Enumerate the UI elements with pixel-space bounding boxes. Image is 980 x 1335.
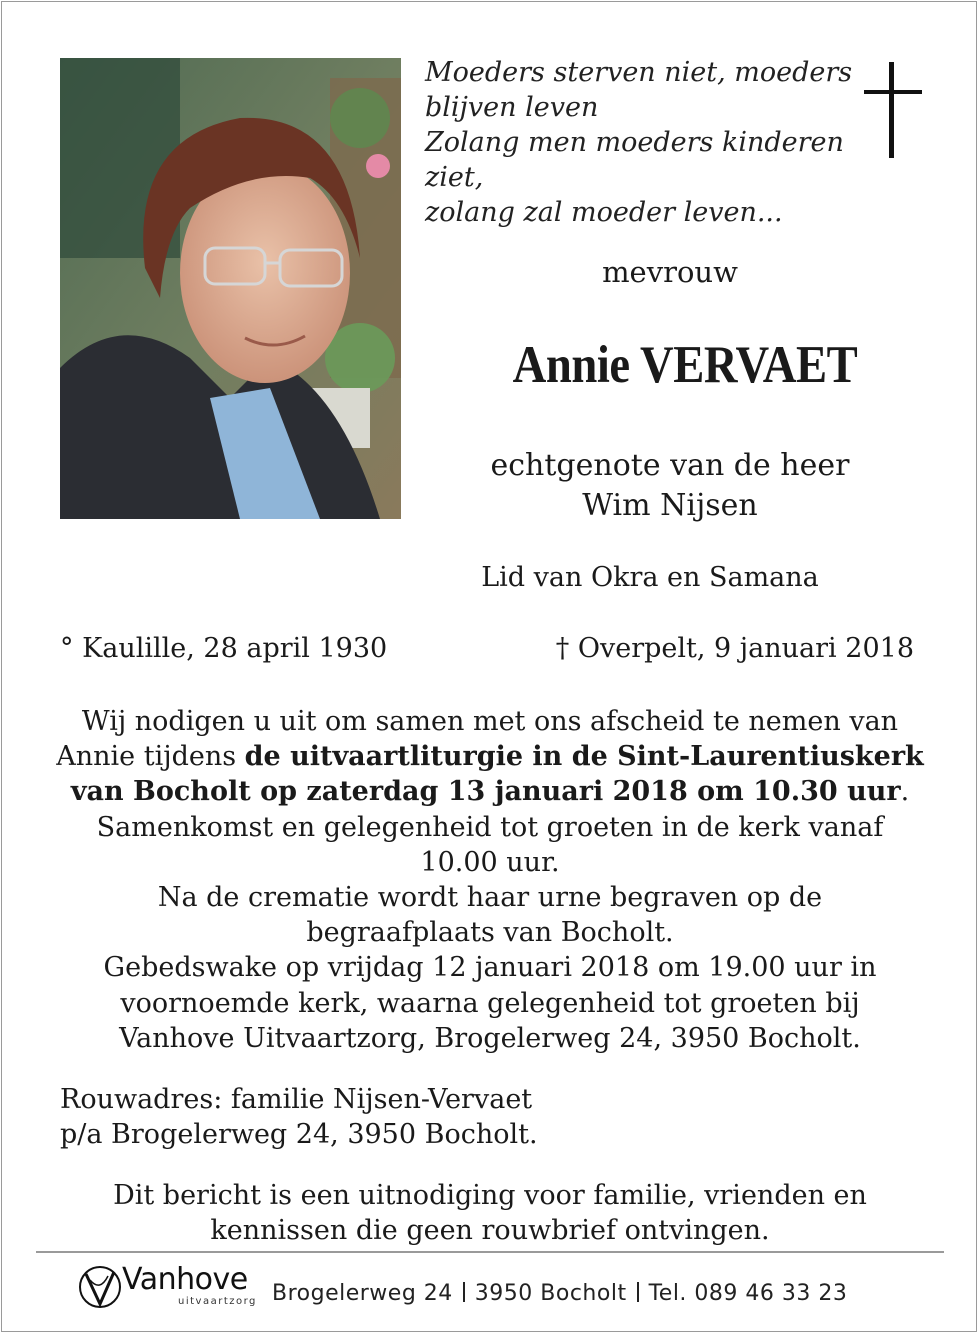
cross-icon <box>864 62 922 158</box>
invitation-line: Na de crematie wordt haar urne begraven op de <box>157 882 823 914</box>
spouse-name: Wim Nijsen <box>582 488 758 523</box>
spouse-info <box>440 446 900 526</box>
closing-line: Dit bericht is een uitnodiging voor familie, vrienden en <box>113 1180 867 1211</box>
poem-line: Zolang men moeders kinderen <box>425 127 844 158</box>
address-line: p/a Brogelerweg 24, 3950 Bocholt. <box>60 1119 538 1150</box>
invitation-line: Wij nodigen u uit om samen met ons afscheid te nemen van <box>81 706 899 737</box>
invitation-emphasis: van Bocholt op zaterdag 13 januari 2018 om 10.30 uur <box>70 776 901 808</box>
vanhove-logo <box>78 1262 258 1318</box>
memorial-poem <box>425 55 853 230</box>
honorific: mevrouw <box>602 255 738 289</box>
invitation-line: begraafplaats van Bocholt. <box>306 917 674 949</box>
membership: Lid van Okra en Samana <box>481 562 819 593</box>
invitation-text: Annie tijdens <box>56 741 245 773</box>
footer-city: 3950 Bocholt <box>474 1281 627 1306</box>
mourning-address <box>60 1082 538 1152</box>
logo-subtitle: uitvaartzorg <box>178 1296 257 1307</box>
logo-mark-icon <box>78 1262 126 1312</box>
death-info: † Overpelt, 9 januari 2018 <box>555 633 914 664</box>
invitation-line <box>40 739 940 774</box>
invitation-line: Gebedswake op vrijdag 12 januari 2018 om 19.00 uur in <box>103 952 877 984</box>
invitation-line: 10.00 uur. <box>420 846 560 878</box>
invitation-line: voornoemde kerk, waarna gelegenheid tot groeten bij <box>120 987 860 1019</box>
footer-separator <box>637 1282 639 1302</box>
poem-line: ziet, <box>425 162 484 193</box>
invitation-text: . <box>900 776 910 808</box>
invitation-line: Vanhove Uitvaartzorg, Brogelerweg 24, 3950 Bocholt. <box>119 1022 861 1054</box>
invitation-line: Samenkomst en gelegenheid tot groeten in de kerk vanaf <box>96 811 884 843</box>
closing-note <box>40 1178 940 1248</box>
footer-contact <box>272 1281 847 1306</box>
footer-separator <box>463 1282 465 1302</box>
funeral-invitation <box>40 704 940 1056</box>
logo-name: Vanhove <box>122 1262 248 1297</box>
invitation-emphasis: de uitvaartliturgie in de Sint-Laurentiuskerk <box>244 741 924 773</box>
footer-phone: Tel. 089 46 33 23 <box>648 1281 848 1306</box>
poem-line: Moeders sterven niet, moeders <box>425 57 853 88</box>
portrait-photo <box>60 58 401 519</box>
address-line: Rouwadres: familie Nijsen-Vervaet <box>60 1084 533 1115</box>
footer-street: Brogelerweg 24 <box>272 1281 453 1306</box>
poem-line: blijven leven <box>425 92 599 123</box>
invitation-line <box>40 774 940 809</box>
closing-line: kennissen die geen rouwbrief ontvingen. <box>210 1215 770 1246</box>
footer-divider <box>36 1251 944 1253</box>
poem-line: zolang zal moeder leven... <box>425 197 783 228</box>
spouse-line: echtgenote van de heer <box>490 448 850 483</box>
deceased-name: Annie VERVAET <box>512 336 858 394</box>
birth-info: ° Kaulille, 28 april 1930 <box>60 633 388 664</box>
